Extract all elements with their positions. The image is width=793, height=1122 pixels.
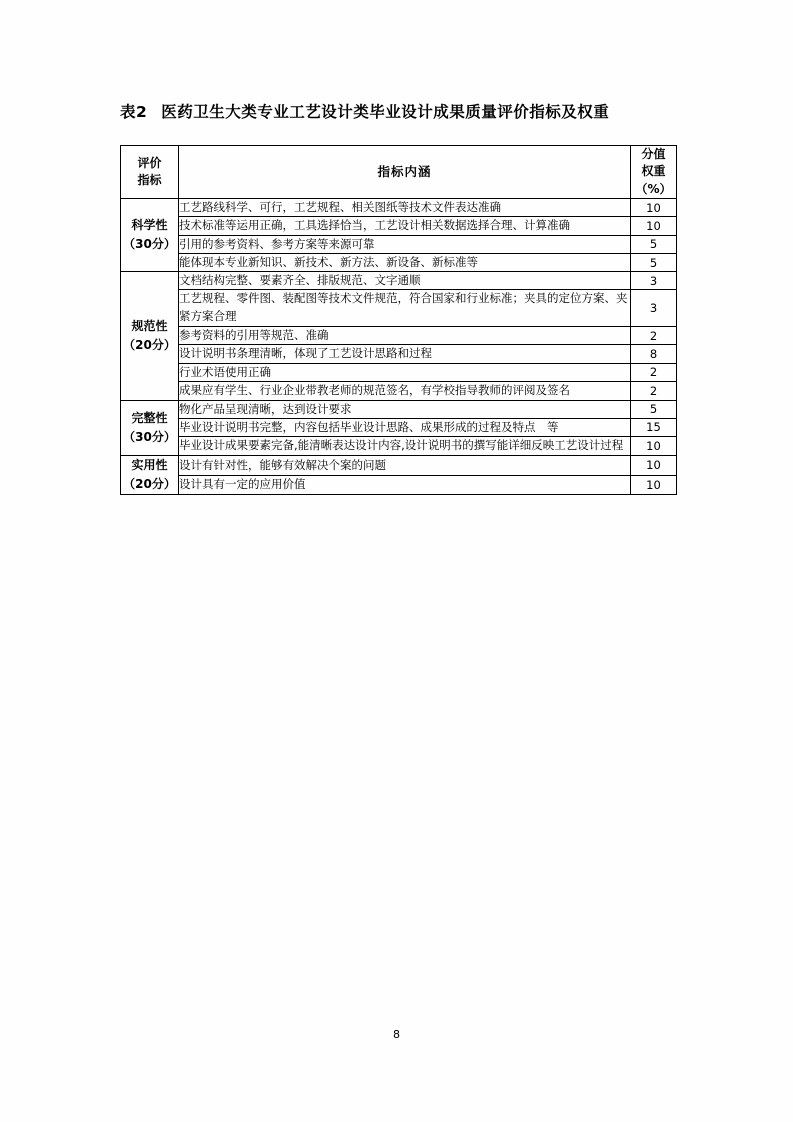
criterion-text: 能体现本专业新知识、新技术、新方法、新设备、新标准等 <box>179 253 631 271</box>
table-number: 表2 <box>120 103 148 121</box>
header-score-line1: 分值 <box>641 147 666 161</box>
table-row <box>121 272 677 290</box>
page-number: 8 <box>393 1028 400 1041</box>
table-row <box>121 475 677 495</box>
criterion-text: 技术标准等运用正确，工具选择恰当，工艺设计相关数据选择合理、计算准确 <box>179 217 631 235</box>
table-header-row <box>121 146 677 199</box>
criterion-score: 2 <box>631 381 677 400</box>
criterion-score: 2 <box>631 327 677 345</box>
criterion-score: 3 <box>631 290 677 327</box>
category-points: （20分） <box>123 337 176 352</box>
criterion-text: 物化产品呈现清晰，达到设计要求 <box>179 400 631 418</box>
table-title-text: 医药卫生大类专业工艺设计类毕业设计成果质量评价指标及权重 <box>161 103 610 121</box>
criterion-score: 5 <box>631 400 677 418</box>
criterion-text: 毕业设计成果要素完备,能清晰表达设计内容,设计说明书的撰写能详细反映工艺设计过程 <box>179 437 631 456</box>
table-body <box>121 199 677 495</box>
criterion-text: 工艺路线科学、可行，工艺规程、相关图纸等技术文件表达准确 <box>179 199 631 217</box>
criterion-text: 参考资料的引用等规范、准确 <box>179 327 631 345</box>
criterion-score: 10 <box>631 455 677 475</box>
category-points: （20分） <box>123 477 176 492</box>
category-points: （30分） <box>123 237 176 252</box>
table-row <box>121 381 677 400</box>
table-row <box>121 363 677 381</box>
table-row <box>121 455 677 475</box>
criterion-score: 8 <box>631 345 677 363</box>
table-row <box>121 400 677 418</box>
category-cell-2 <box>121 400 179 455</box>
category-cell-1 <box>121 272 179 400</box>
table-row <box>121 253 677 271</box>
table-row <box>121 418 677 436</box>
criterion-text: 工艺规程、零件图、装配图等技术文件规范，符合国家和行业标准；夹具的定位方案、夹紧方案合理 <box>179 290 631 327</box>
header-score-line2: 权重 <box>641 164 666 179</box>
criterion-score: 5 <box>631 253 677 271</box>
category-name: 完整性 <box>131 410 168 425</box>
table-row <box>121 235 677 253</box>
header-content: 指标内涵 <box>179 146 631 199</box>
table-row <box>121 199 677 217</box>
header-category-line1: 评价 <box>137 155 162 170</box>
category-cell-0 <box>121 199 179 272</box>
header-category-line2: 指标 <box>137 173 162 188</box>
criterion-score: 10 <box>631 199 677 217</box>
category-name: 规范性 <box>131 318 168 333</box>
criterion-text: 文档结构完整、要素齐全、排版规范、文字通顺 <box>179 272 631 290</box>
category-name: 实用性 <box>131 457 168 472</box>
table-row <box>121 345 677 363</box>
page-title <box>120 100 720 122</box>
header-score <box>631 146 677 199</box>
category-points: （30分） <box>123 429 176 444</box>
criterion-score: 5 <box>631 235 677 253</box>
evaluation-rubric-table <box>120 145 677 495</box>
table-row <box>121 327 677 345</box>
header-score-line3: （%） <box>635 181 672 196</box>
criterion-score: 10 <box>631 217 677 235</box>
criterion-text: 设计有针对性，能够有效解决个案的问题 <box>179 455 631 475</box>
criterion-score: 10 <box>631 475 677 495</box>
category-name: 科学性 <box>131 217 168 232</box>
criterion-score: 10 <box>631 437 677 456</box>
criterion-score: 2 <box>631 363 677 381</box>
table-row <box>121 217 677 235</box>
criterion-text: 设计具有一定的应用价值 <box>179 475 631 495</box>
criterion-text: 成果应有学生、行业企业带教老师的规范签名，有学校指导教师的评阅及签名 <box>179 381 631 400</box>
criterion-text: 行业术语使用正确 <box>179 363 631 381</box>
table-row <box>121 437 677 456</box>
criterion-score: 3 <box>631 272 677 290</box>
table-row <box>121 290 677 327</box>
criterion-text: 毕业设计说明书完整，内容包括毕业设计思路、成果形成的过程及特点 等 <box>179 418 631 436</box>
criterion-text: 引用的参考资料、参考方案等来源可靠 <box>179 235 631 253</box>
category-cell-3 <box>121 455 179 494</box>
criterion-score: 15 <box>631 418 677 436</box>
criterion-text: 设计说明书条理清晰，体现了工艺设计思路和过程 <box>179 345 631 363</box>
header-category <box>121 146 179 199</box>
